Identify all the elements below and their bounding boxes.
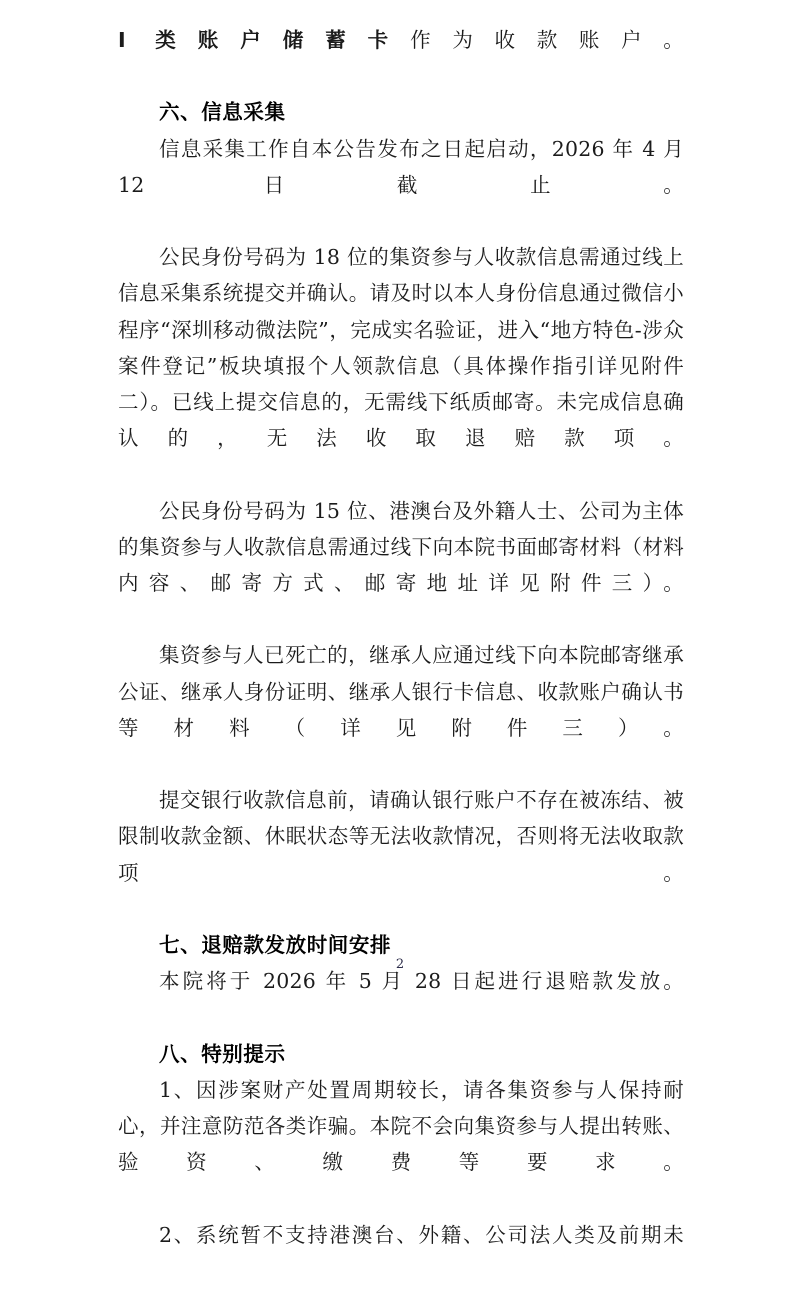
paragraph-18-digit-id-online: 公民身份号码为 18 位的集资参与人收款信息需通过线上信息采集系统提交并确认。请及时以本人身份信息通过微信小程序“深圳移动微法院”，完成实名验证，进入“地方特色-涉众案件登记”板块填报个人领款信息（具体操作指引详见附件二）。已线上提交信息的，无需线下纸质邮寄。未完成信息确认的，无法收取退赔款项。	[118, 245, 684, 451]
paragraph-deceased-participant-heirs: 集资参与人已死亡的，继承人应通过线下向本院邮寄继承公证、继承人身份证明、继承人银行卡信息、收款账户确认书等材料（详见附件三）。	[118, 643, 684, 740]
paragraph-continuation-receiving-account	[118, 22, 684, 94]
bold-lead-class-i-card: I 类账户储蓄卡	[118, 28, 411, 52]
paragraph-notice-item-1: 1、因涉案财产处置周期较长，请各集资参与人保持耐心，并注意防范各类诈骗。本院不会向集资参与人提出转账、验资、缴费等要求。	[118, 1077, 684, 1175]
paragraph-bank-account-verification: 提交银行收款信息前，请确认银行账户不存在被冻结、被限制收款金额、休眠状态等无法收款情况，否则将无法收取款项。	[118, 788, 684, 885]
heading-section-eight: 八、特别提示	[159, 1041, 286, 1066]
paragraph-collection-period: 信息采集工作自本公告发布之日起启动，2026 年 4 月 12 日截止。	[118, 136, 684, 197]
paragraph-text: 作为收款账户。	[410, 28, 684, 52]
paragraph-refund-start-date: 本院将于 2026 年 5 月 28 日起进行退赔款发放。	[159, 969, 684, 994]
heading-section-seven: 七、退赔款发放时间安排	[159, 933, 392, 958]
page-number: 2	[395, 957, 405, 972]
document-body	[118, 22, 684, 1289]
paragraph-15-digit-id-offline: 公民身份号码为 15 位、港澳台及外籍人士、公司为主体的集资参与人收款信息需通过线下向本院书面邮寄材料（材料内容、邮寄方式、邮寄地址详见附件三）。	[118, 498, 684, 596]
paragraph-notice-item-2: 2、系统暂不支持港澳台、外籍、公司法人类及前期未	[159, 1222, 684, 1247]
heading-section-six: 六、信息采集	[159, 100, 286, 125]
